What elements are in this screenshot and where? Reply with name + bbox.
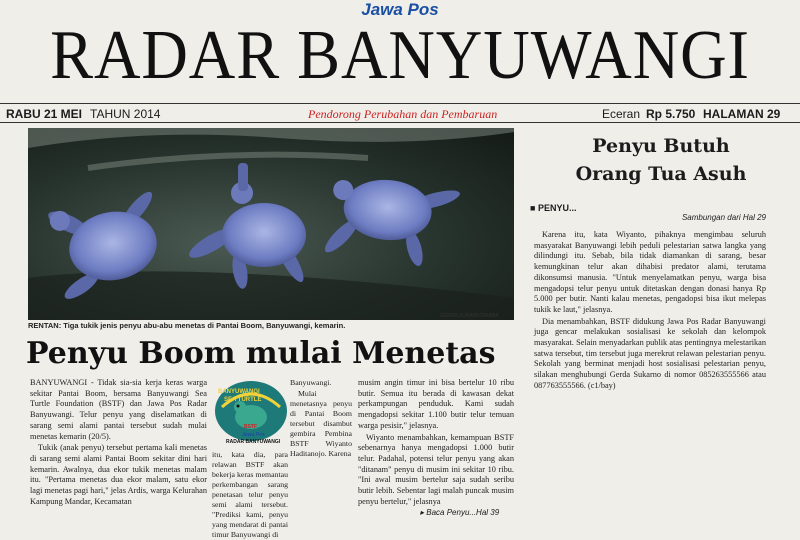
info-bar [0,103,800,123]
article-paragraph: Dia menambahkan, BSTF didukung Jawa Pos Radar Banyuwangi juga gencar melakukan sosialisasi ke sekolah dan kelompok masyarakat. Selain menyadarkan publik atas pentingnya melestarikan satwa tersebut, tim tersebut juga merekrut relawan pelestarian penyu. Sekolah yang berminat menjadi host sosialisasi pelestarian penyu, silakan menghubungi Gerda Sukarno di nomor 085263555566 atau 087763555566. (c1/bay) [534,316,766,390]
photo-credit: GERDA SUKARNO/RABA [440,313,499,319]
main-article-column-2 [212,450,288,539]
logo-text-5: RADAR BANYUWANGI [226,439,281,445]
main-article-column-3 [290,378,352,458]
slogan: Pendorong Perubahan dan Pembaruan [308,107,498,121]
article-paragraph: Tukik (anak penyu) tersebut pertama kali menetas di sarang semi alami Pantai Boom sekitar dini hari kemarin. Awalnya, dua ekor tukik menetas malam itu. "Pertama menetas dua ekor malam, satu ekor lagi menetas pagi hari," jelas Ardis, warga Kelurahan Kampung Mandar, Kecamatan [30,443,207,506]
article-paragraph: BANYUWANGI - Tidak sia-sia kerja keras warga sekitar Pantai Boom, bersama Banyuwangi Sea Turtle Foundation (BSTF) dan Jawa Pos Radar Banyuwangi. Telur penyu yang diselamatkan di sarang semi alami pantai tersebut sudah mulai menetas kemarin (20/5). [30,378,207,441]
side-headline-line-1: Penyu Butuh [592,135,730,157]
continued-from: Sambungan dari Hal 29 [681,213,766,222]
logo-text-3: BSTF [244,424,258,430]
logo-text-1: BANYUWANGI [218,389,260,395]
brand-label: Jawa Pos [361,0,439,19]
side-byline: ■ PENYU... [530,203,577,213]
newspaper-title: RADAR BANYUWANGI [50,17,750,94]
article-paragraph: Banyuwangi. [290,378,332,387]
issue-date: RABU 21 MEI [6,107,83,121]
page-number: HALAMAN 29 [703,107,781,121]
issue-year: TAHUN 2014 [90,107,161,121]
price-label: Eceran [602,107,641,121]
continued-on-label: ▸ Baca Penyu...Hal 39 [420,508,500,517]
article-paragraph: Karena itu, kata Wiyanto, pihaknya mengimbau seluruh masyarakat Banyuwangi lebih peduli pelestarian satwa langka yang dilindungi itu. Sebab, bila tidak diamankan di sarang, besar kemungkinan telur akan dihabisi predator alami, terutama dikonsumsi manusia. "Untuk menyelamatkan penyu, warga bisa mengadopsi telur penyu untuk ditetaskan dengan donasi hanya Rp 5.000 per butir. Nanti kalau menetas, pengadopsi bisa ikut melepas tukik ke laut," jelasnya. [534,230,766,314]
main-article-column-1 [30,378,207,526]
article-paragraph: musim angin timur ini bisa bertelur 10 ribu butir. Semua itu berada di kawasan dekat perkampungan penduduk. Kami sudah mengadopsi sekitar 1.100 butir telur temuan warga pesisir," jelasnya. [358,378,514,430]
logo-text-2: SEA TURTLE [224,397,262,403]
logo-text-4: Jawa Pos [242,432,265,438]
side-headline-line-2: Orang Tua Asuh [575,163,747,185]
article-paragraph: Wiyanto menambahkan, kemampuan BSTF sebenarnya hanya mengadopsi 1.000 butir telur. Padahal, potensi telur penyu yang akan "ditanam" penyu di musim ini sekitar 10 ribu. "Ini awal musim bertelur saja sudah seribu butir lebih. Sebentar lagi malah puncak musim penyu bertelur," jelasnya [358,432,514,506]
main-article-column-4 [358,378,514,508]
side-article-body [534,230,766,430]
price: Rp 5.750 [646,107,696,121]
photo-caption: RENTAN: Tiga tukik jenis penyu abu-abu menetas di Pantai Boom, Banyuwangi, kemarin. [28,321,346,330]
turtle-photo [28,128,514,320]
article-paragraph: itu, kata dia, para relawan BSTF akan bekerja keras memantau perkembangan sarang penetasan telur penyu semi alami tersebut. "Prediksi kami, penyu yang mendarat di pantai timur Banyuwangi di [212,450,288,539]
side-byline-text: PENYU... [537,203,577,213]
article-paragraph: Mulai menetasnya penyu di Pantai Boom tersebut disambut gembira Pembina BSTF Wiyanto Haditanojo. Karena [290,389,352,458]
continued-on-text: Baca Penyu...Hal 39 [426,508,500,517]
bstf-logo [212,377,290,447]
main-headline: Penyu Boom mulai Menetas [26,336,496,371]
